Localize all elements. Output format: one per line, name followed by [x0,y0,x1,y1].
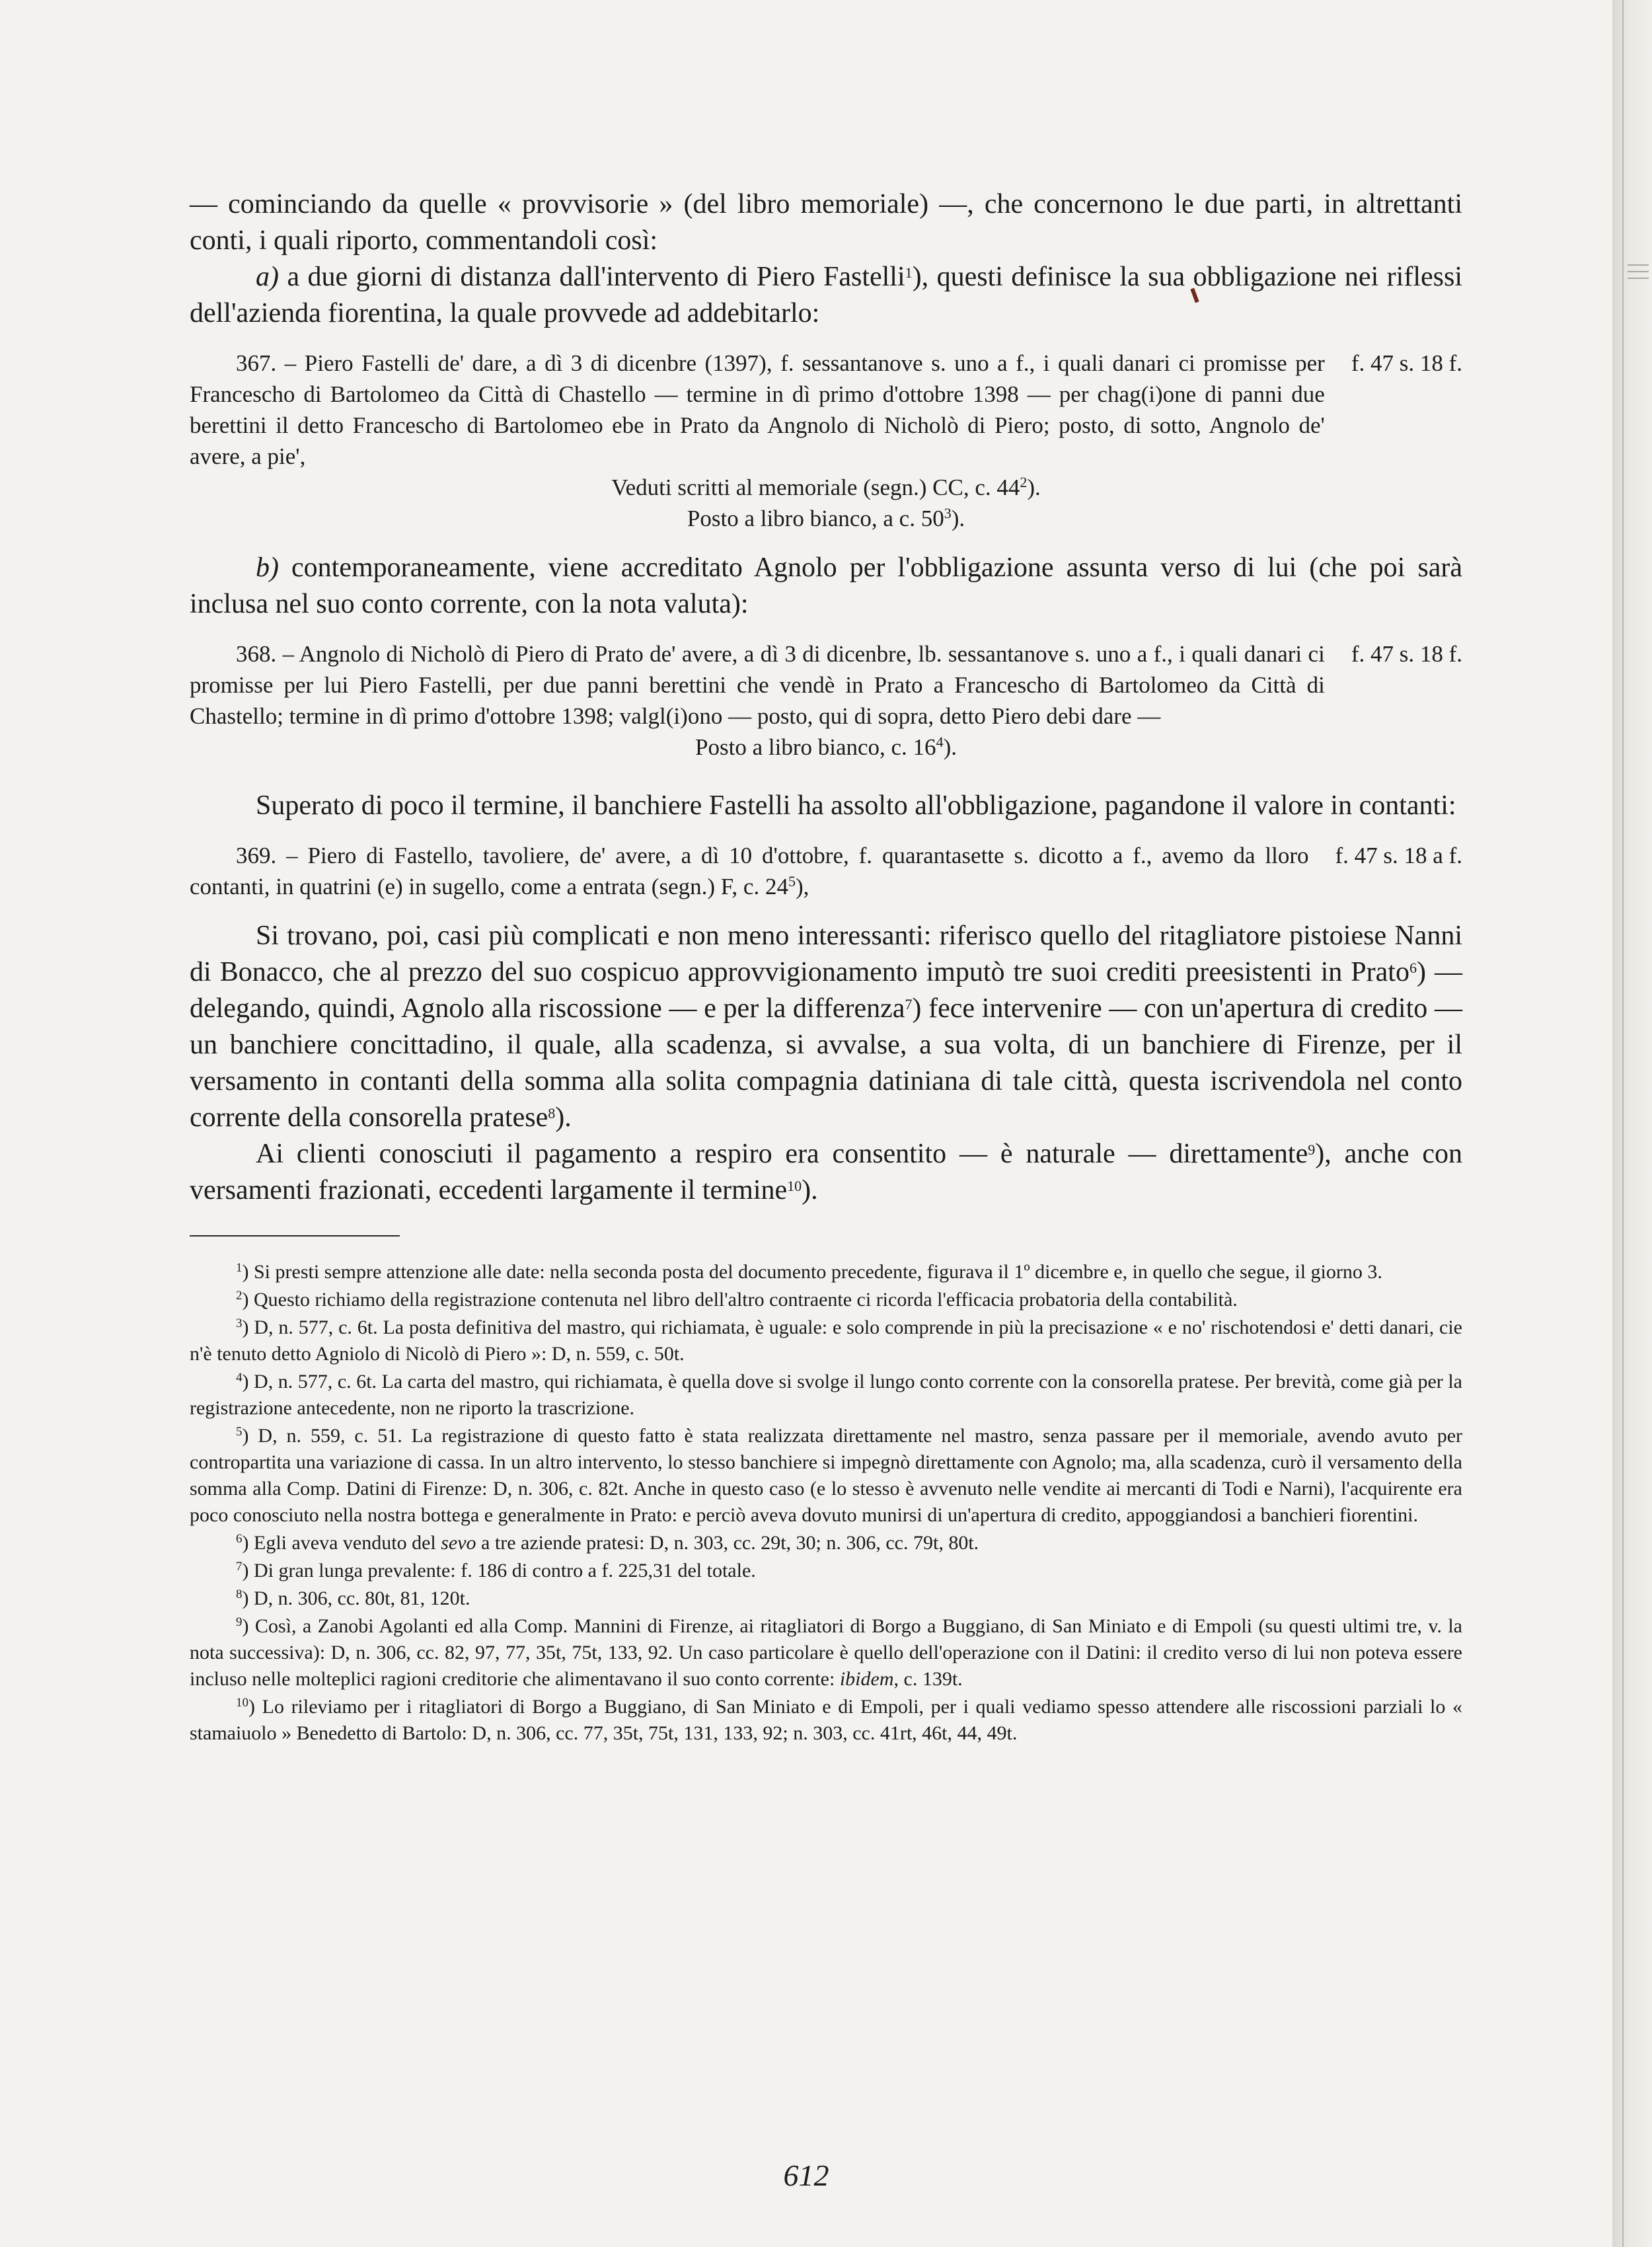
footnote-8: $^8$) D, n. 306, cc. 80t, 81, 120t. [236,1587,470,1609]
edge-mark [1628,264,1649,266]
entry-367-note-1: Veduti scritti al memoriale (segn.) CC, c. $44^2$). [611,474,1041,500]
footnote-5: $^5$) D, n. 559, c. 51. La registrazione di questo fatto è stata realizzata direttamente nel mastro, senza passare per il memoriale, avendo avuto per contropartita una variazione di cassa. In un altro intervento, lo stesso banchiere si impegnò direttamente con Agnolo; ma, alla scadenza, curò il versamento della somma alla Comp. Datini di Firenze: D, n. 306, c. 82t. Anche in questo caso (e lo stesso è avvenuto nelle vendite ai mercanti di Todi e Narni), l'acquirente era poco conosciuto nella nostra bottega e generalmente in Prato: e perciò aveva dovuto munirsi di un'apertura di credito, appoggiandosi a banchieri fiorentini. [190,1425,1462,1526]
entry-367-note-2: Posto a libro bianco, a c. $50^3$). [687,505,965,531]
footnote-3: $^3$) D, n. 577, c. 6t. La posta definitiva del mastro, qui richiamata, è uguale: e solo comprende in più la precisazione « e no' rischotendosi e' detti danari, cie n'è tenuto detto Agniolo di Nicolò di Piero »: D, n. 559, c. 50t. [190,1316,1462,1365]
paragraph-superato: Superato di poco il termine, il banchiere Fastelli ha assolto all'obbligazione, pagandone il valore in contanti: [256,790,1456,821]
entry-368-amount: f. 47 s. 18 f. [1351,641,1462,667]
page-fold-line [1622,0,1624,2247]
page-text-block [190,186,1462,1748]
footnote-9: $^9$) Così, a Zanobi Agolanti ed alla Comp. Mannini di Firenze, ai ritagliatori di Borgo a Buggiano, di San Miniato e di Empoli (su questi ultimi tre, v. la nota successiva): D, n. 306, cc. 82, 97, 77, 35t, 75t, 133, 92. Un caso particolare è quello dell'operazione con il Datini: il credito verso di lui non poteva essere incluso nelle molteplici ragioni creditorie che alimentavano il suo conto corrente: ibidem, c. 139t. [190,1615,1462,1690]
edge-mark [1628,271,1649,272]
entry-368 [190,638,1462,732]
edge-mark [1628,278,1649,279]
entry-367-amount: f. 47 s. 18 f. [1351,350,1462,376]
footnote-10: $^{10}$) Lo rileviamo per i ritagliatori di Borgo a Buggiano, di San Miniato e di Empoli, per i quali vediamo spesso attendere alle riscossioni parziali lo « stamaiuolo » Benedetto di Bartolo: D, n. 306, cc. 77, 35t, 75t, 131, 133, 92; n. 303, cc. 41rt, 46t, 44, 49t. [190,1696,1462,1744]
entry-368-text: 368. – Angnolo di Nicholò di Piero di Prato de' avere, a dì 3 di dicenbre, lb. sessantanove s. uno a f., i quali danari ci promisse per lui Piero Fastelli, per due panni berettini che vendè in Prato a Francescho di Bartolomeo da Città di Chastello; termine in dì primo d'ottobre 1398; valgl(i)ono — posto, qui di sopra, detto Piero debi dare — [190,641,1325,729]
footnote-6: $^6$) Egli aveva venduto del sevo a tre aziende pratesi: D, n. 303, cc. 29t, 30; n. 306, cc. 79t, 80t. [236,1532,979,1554]
footnote-2: $^2$) Questo richiamo della registrazione contenuta nel libro dell'altro contraente ci ricorda l'efficacia probatoria della contabilità. [236,1289,1238,1311]
footnote-rule [190,1235,400,1237]
page-edge [1612,0,1652,2247]
footnote-1: $^1$) Si presti sempre attenzione alle date: nella seconda posta del documento precedente, figurava il 1º dicembre e, in quello che segue, il giorno 3. [236,1261,1382,1283]
entry-368-note: Posto a libro bianco, c. $16^4$). [695,734,957,760]
entry-369-text: 369. – Piero di Fastello, tavoliere, de' avere, a dì 10 d'ottobre, f. quarantasette s. dicotto a f., avemo da lloro contanti, in quatrini (e) in sugello, come a entrata (segn.) F, c. $24^5$), [190,843,1309,899]
paragraph-casi: Si trovano, poi, casi più complicati e non meno interessanti: riferisco quello del ritagliatore pistoiese Nanni di Bonacco, che al prezzo del suo cospicuo approvvigionamento imputò tre suoi crediti preesistenti in Prato$^6$) — delegando, quindi, Agnolo alla riscossione — e per la differenza$^7$) fece intervenire — con un'apertura di credito — un banchiere concittadino, il quale, alla scadenza, si avvalse, a sua volta, di un banchiere di Firenze, per il versamento in contanti della somma alla solita compagnia datiniana di tale città, questa iscrivendola nel conto corrente della consorella pratese$^8$). [190,921,1462,1133]
footnote-7: $^7$) Di gran lunga prevalente: f. 186 di contro a f. 225,31 del totale. [236,1560,756,1581]
footnotes [190,1259,1462,1747]
entry-369 [190,840,1462,902]
entry-369-amount: f. 47 s. 18 a f. [1335,843,1462,868]
entry-367 [190,348,1462,472]
paragraph-b: b) contemporaneamente, viene accreditato Agnolo per l'obbligazione assunta verso di lui (che poi sarà inclusa nel suo conto corrente, con la nota valuta): [190,552,1462,619]
footnote-4: $^4$) D, n. 577, c. 6t. La carta del mastro, qui richiamata, è quella dove si svolge il lungo conto corrente con la consorella pratese. Per brevità, come già per la registrazione antecedente, non ne riporto la trascrizione. [190,1371,1462,1419]
paragraph-a: a) a due giorni di distanza dall'intervento di Piero Fastelli$^1$), questi definisce la sua obbligazione nei riflessi dell'azienda fiorentina, la quale provvede ad addebitarlo: [190,262,1462,328]
paragraph-clienti: Ai clienti conosciuti il pagamento a respiro era consentito — è naturale — direttamente$^9$), anche con versamenti frazionati, eccedenti largamente il termine$^{10}$). [190,1139,1462,1205]
paragraph-intro: — cominciando da quelle « provvisorie » (del libro memoriale) —, che concernono le due parti, in altrettanti conti, i quali riporto, commentandoli così: [190,189,1462,256]
page-number: 612 [783,2158,829,2192]
entry-367-text: 367. – Piero Fastelli de' dare, a dì 3 di dicenbre (1397), f. sessantanove s. uno a f., i quali danari ci promisse per Francescho di Bartolomeo da Città di Chastello — termine in dì primo d'ottobre 1398 — per chag(i)one di panni due berettini il detto Francescho di Bartolomeo ebe in Prato da Angnolo di Nicholò di Piero; posto, di sotto, Angnolo de' avere, a pie', [190,350,1325,469]
